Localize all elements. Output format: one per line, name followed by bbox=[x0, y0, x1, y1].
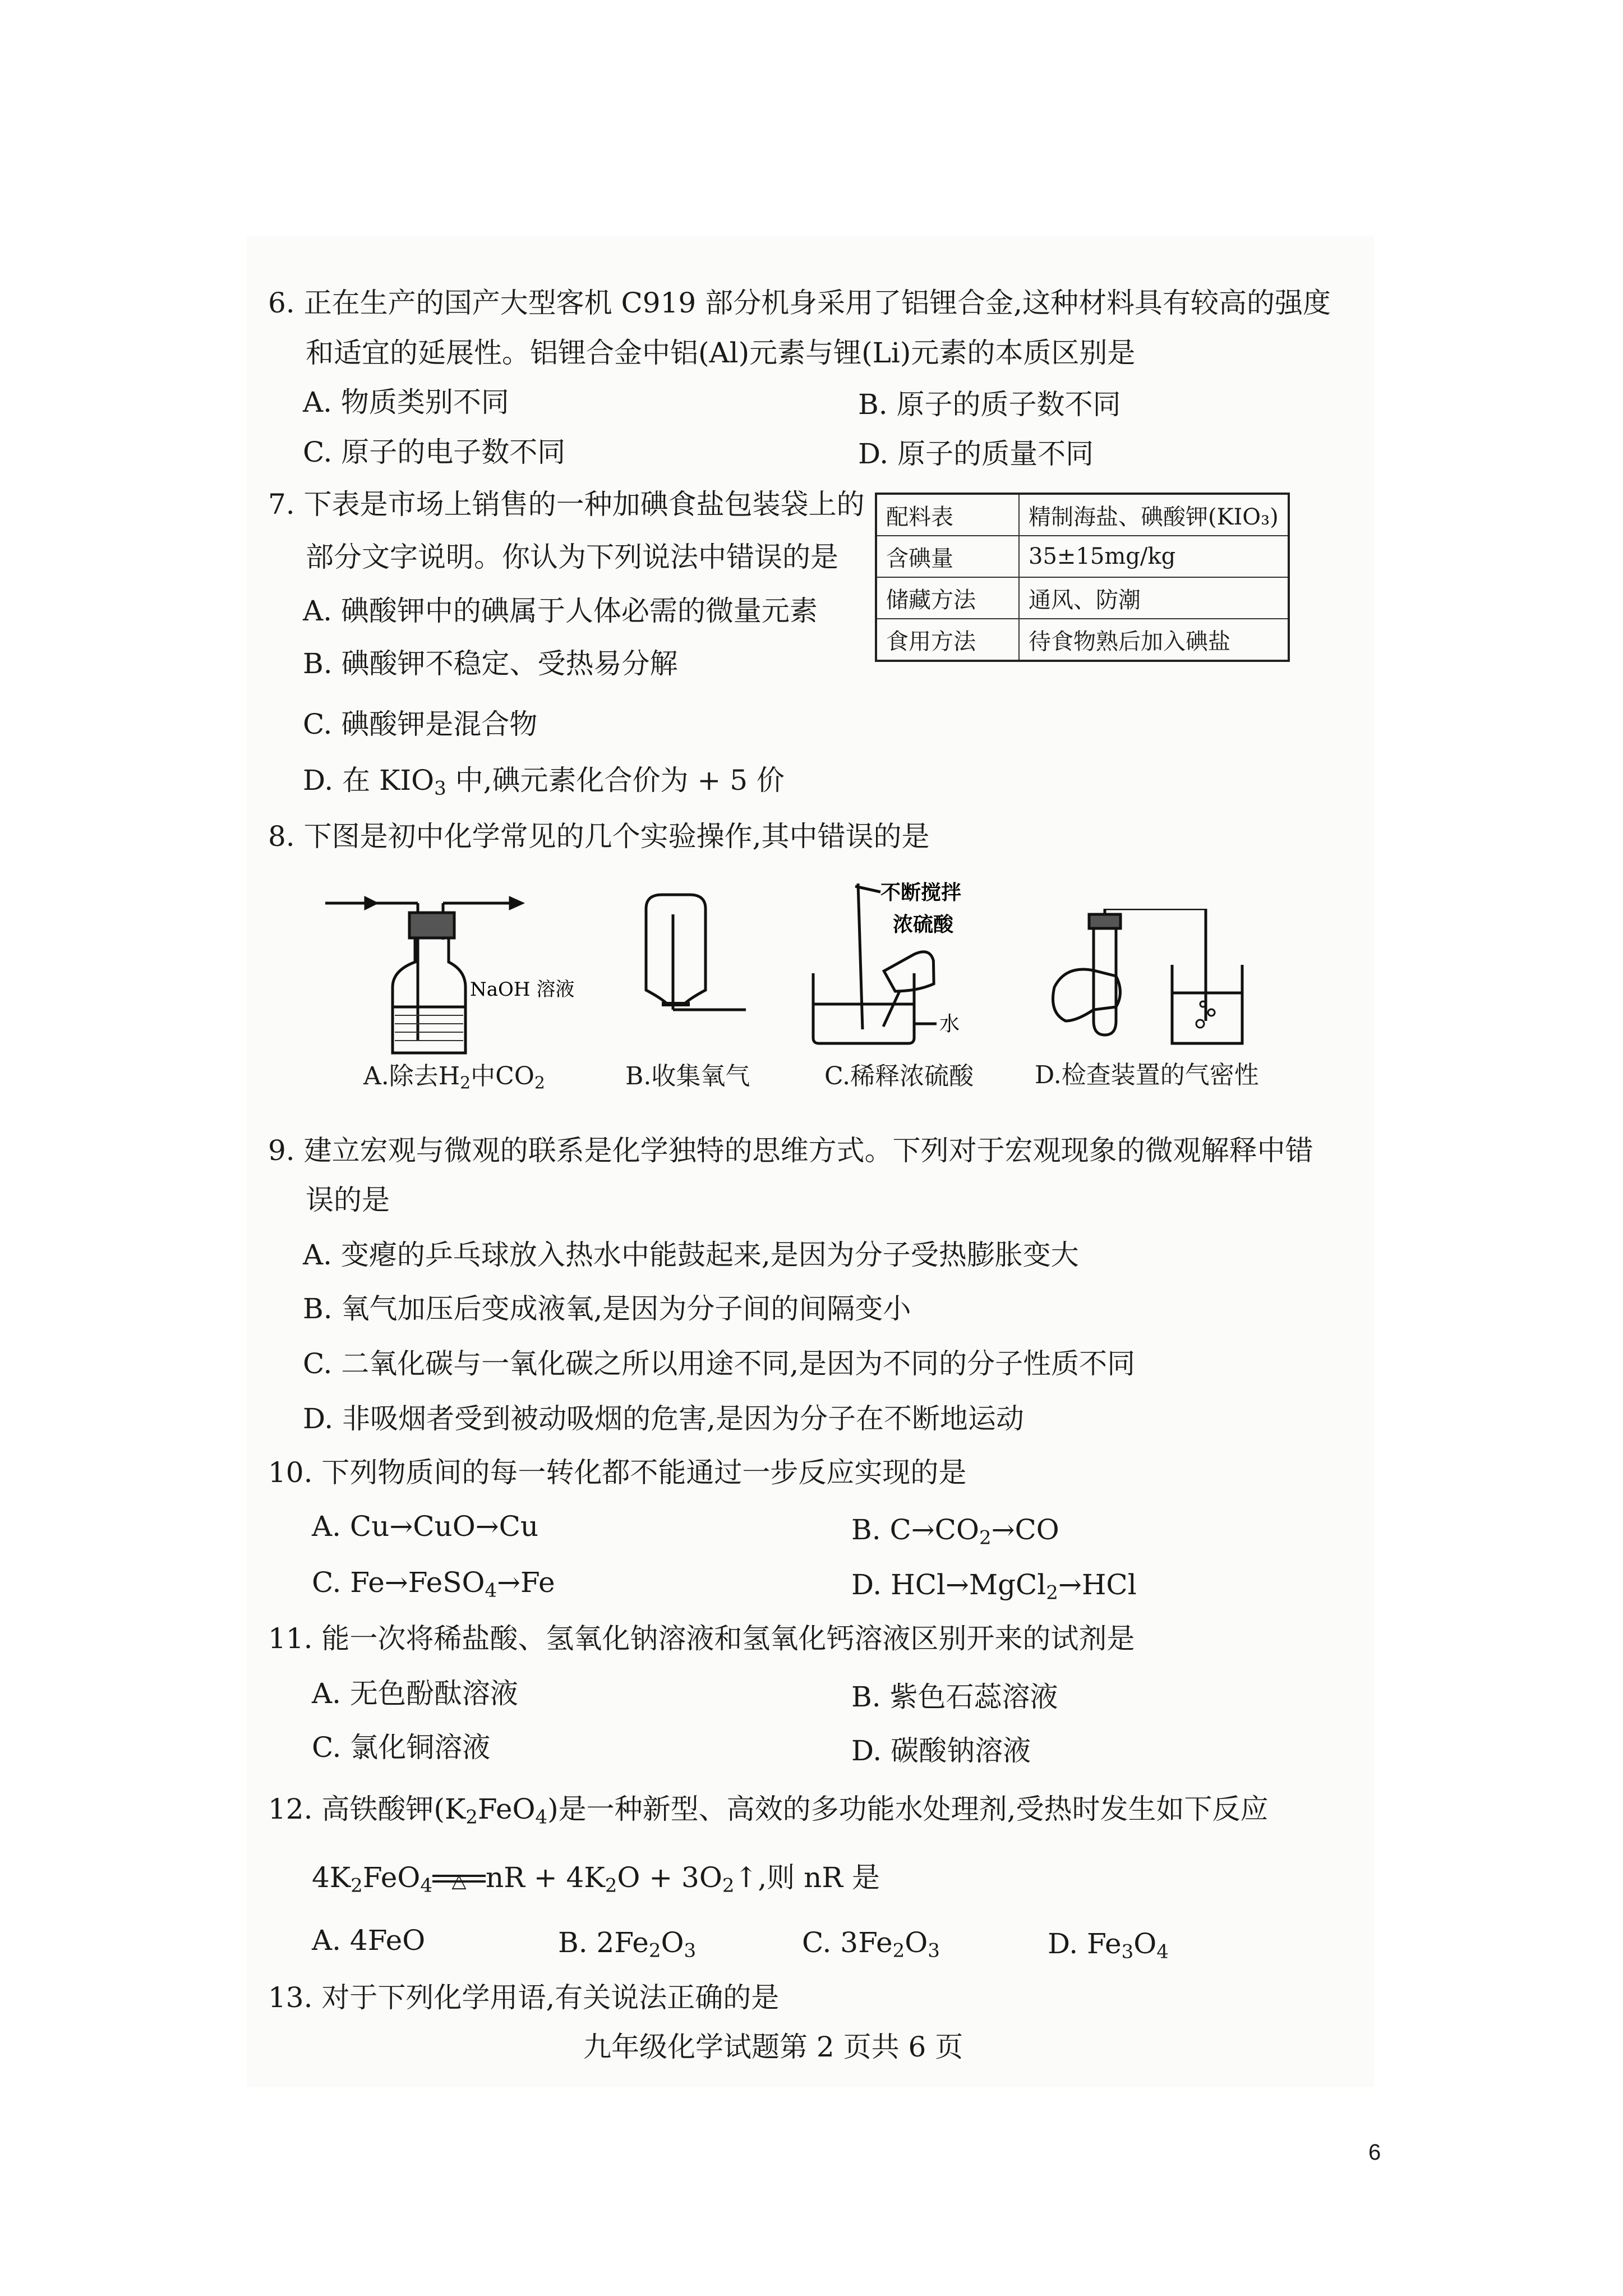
figure-c-label-acid: 浓硫酸 bbox=[893, 913, 954, 936]
q12-option-c: C. $3Fe_2O_3$ bbox=[802, 1926, 940, 1962]
q11-option-b: B. 紫色石蕊溶液 bbox=[851, 1681, 1058, 1713]
q6-option-d: D. 原子的质量不同 bbox=[858, 438, 1094, 470]
figure-d-airtightness bbox=[1043, 909, 1267, 1049]
q7-option-c: C. 碘酸钾是混合物 bbox=[303, 708, 538, 740]
figure-a-caption: A.除去$H_2$中$CO_2$ bbox=[363, 1062, 545, 1093]
q9-option-b: B. 氧气加压后变成液氧,是因为分子间的间隔变小 bbox=[303, 1292, 911, 1325]
q10-stem: 10. 下列物质间的每一转化都不能通过一步反应实现的是 bbox=[268, 1456, 967, 1489]
page-number: 6 bbox=[1368, 2140, 1381, 2165]
q10-option-d: D. HCl→MgCl$_2$→HCl bbox=[851, 1568, 1137, 1604]
q13-stem: 13. 对于下列化学用语,有关说法正确的是 bbox=[268, 1981, 780, 2014]
table-cell-key: 含碘量 bbox=[876, 536, 1019, 577]
table-cell-value: 精制海盐、碘酸钾(KIO₃) bbox=[1019, 494, 1289, 536]
q9-option-c: C. 二氧化碳与一氧化碳之所以用途不同,是因为不同的分子性质不同 bbox=[303, 1347, 1136, 1380]
q6-option-a: A. 物质类别不同 bbox=[303, 386, 509, 418]
figure-b-inverted-bottle bbox=[639, 892, 751, 1021]
table-row bbox=[876, 619, 1289, 661]
q7-option-b: B. 碘酸钾不稳定、受热易分解 bbox=[303, 647, 678, 680]
q6-option-b: B. 原子的质子数不同 bbox=[858, 388, 1121, 421]
table-row bbox=[876, 536, 1289, 577]
q9-option-d: D. 非吸烟者受到被动吸烟的危害,是因为分子在不断地运动 bbox=[303, 1402, 1024, 1435]
figure-c-label-stir: 不断搅拌 bbox=[880, 881, 962, 904]
q11-stem: 11. 能一次将稀盐酸、氢氧化钠溶液和氢氧化钙溶液区别开来的试剂是 bbox=[268, 1622, 1135, 1655]
figure-c-caption: C.稀释浓硫酸 bbox=[824, 1062, 974, 1091]
table-cell-key: 配料表 bbox=[876, 494, 1019, 536]
q8-stem: 8. 下图是初中化学常见的几个实验操作,其中错误的是 bbox=[268, 820, 930, 853]
q6-stem-line1: 6. 正在生产的国产大型客机 C919 部分机身采用了铝锂合金,这种材料具有较高的强度 bbox=[268, 287, 1331, 319]
table-row bbox=[876, 494, 1289, 536]
table-cell-key: 储藏方法 bbox=[876, 577, 1019, 619]
figure-a-label: NaOH 溶液 bbox=[470, 978, 575, 1001]
iodized-salt-label-table bbox=[875, 493, 1290, 662]
q10-option-c: C. Fe→FeSO$_4$→Fe bbox=[312, 1566, 555, 1602]
q9-stem-line2: 误的是 bbox=[306, 1184, 390, 1216]
table-row bbox=[876, 577, 1289, 619]
q12-equation: $4K_2FeO_4$ △ nR + $4K_2O$ + $3O_2↑$,则 nR 是 bbox=[312, 1860, 880, 1903]
q6-option-c: C. 原子的电子数不同 bbox=[303, 436, 566, 468]
figure-c-label-water: 水 bbox=[939, 1013, 960, 1036]
table-cell-value: 待食物熟后加入碘盐 bbox=[1019, 619, 1289, 661]
q12-option-b: B. $2Fe_2O_3$ bbox=[558, 1926, 697, 1962]
table-cell-value: 通风、防潮 bbox=[1019, 577, 1289, 619]
figure-b-caption: B.收集氧气 bbox=[625, 1062, 750, 1091]
page-footer: 九年级化学试题第 2 页共 6 页 bbox=[583, 2031, 963, 2063]
q10-option-a: A. Cu→CuO→Cu bbox=[312, 1510, 539, 1543]
q11-option-c: C. 氯化铜溶液 bbox=[312, 1731, 491, 1764]
q7-stem-line2: 部分文字说明。你认为下列说法中错误的是 bbox=[306, 541, 838, 573]
q6-stem-line2: 和适宜的延展性。铝锂合金中铝(Al)元素与锂(Li)元素的本质区别是 bbox=[306, 337, 1136, 369]
q12-option-a: A. 4FeO bbox=[312, 1924, 426, 1957]
q11-option-d: D. 碳酸钠溶液 bbox=[851, 1734, 1031, 1767]
heat-symbol: △ bbox=[451, 1870, 467, 1892]
q7-stem-line1: 7. 下表是市场上销售的一种加碘食盐包装袋上的 bbox=[268, 488, 865, 521]
q11-option-a: A. 无色酚酞溶液 bbox=[312, 1677, 518, 1710]
q9-stem-line1: 9. 建立宏观与微观的联系是化学独特的思维方式。下列对于宏观现象的微观解释中错 bbox=[268, 1134, 1313, 1167]
q7-option-a: A. 碘酸钾中的碘属于人体必需的微量元素 bbox=[303, 595, 818, 627]
figure-d-caption: D.检查装置的气密性 bbox=[1035, 1061, 1259, 1089]
table-cell-key: 食用方法 bbox=[876, 619, 1019, 661]
q9-option-a: A. 变瘪的乒乓球放入热水中能鼓起来,是因为分子受热膨胀变大 bbox=[303, 1239, 1079, 1271]
table-cell-value: 35±15mg/kg bbox=[1019, 536, 1289, 577]
figure-c-dilution bbox=[802, 878, 1009, 1046]
q12-option-d: D. $Fe_3O_4$ bbox=[1048, 1927, 1169, 1963]
figure-a-gas-washing-bottle bbox=[325, 878, 594, 1057]
q12-stem: 12. 高铁酸钾$(K_2FeO_4)$是一种新型、高效的多功能水处理剂,受热时发生如下反应 bbox=[268, 1793, 1269, 1829]
q7-option-d: D. 在 $KIO_3$ 中,碘元素化合价为 + 5 价 bbox=[303, 764, 785, 800]
q10-option-b: B. $C\to CO_2\to CO$ bbox=[851, 1513, 1059, 1549]
